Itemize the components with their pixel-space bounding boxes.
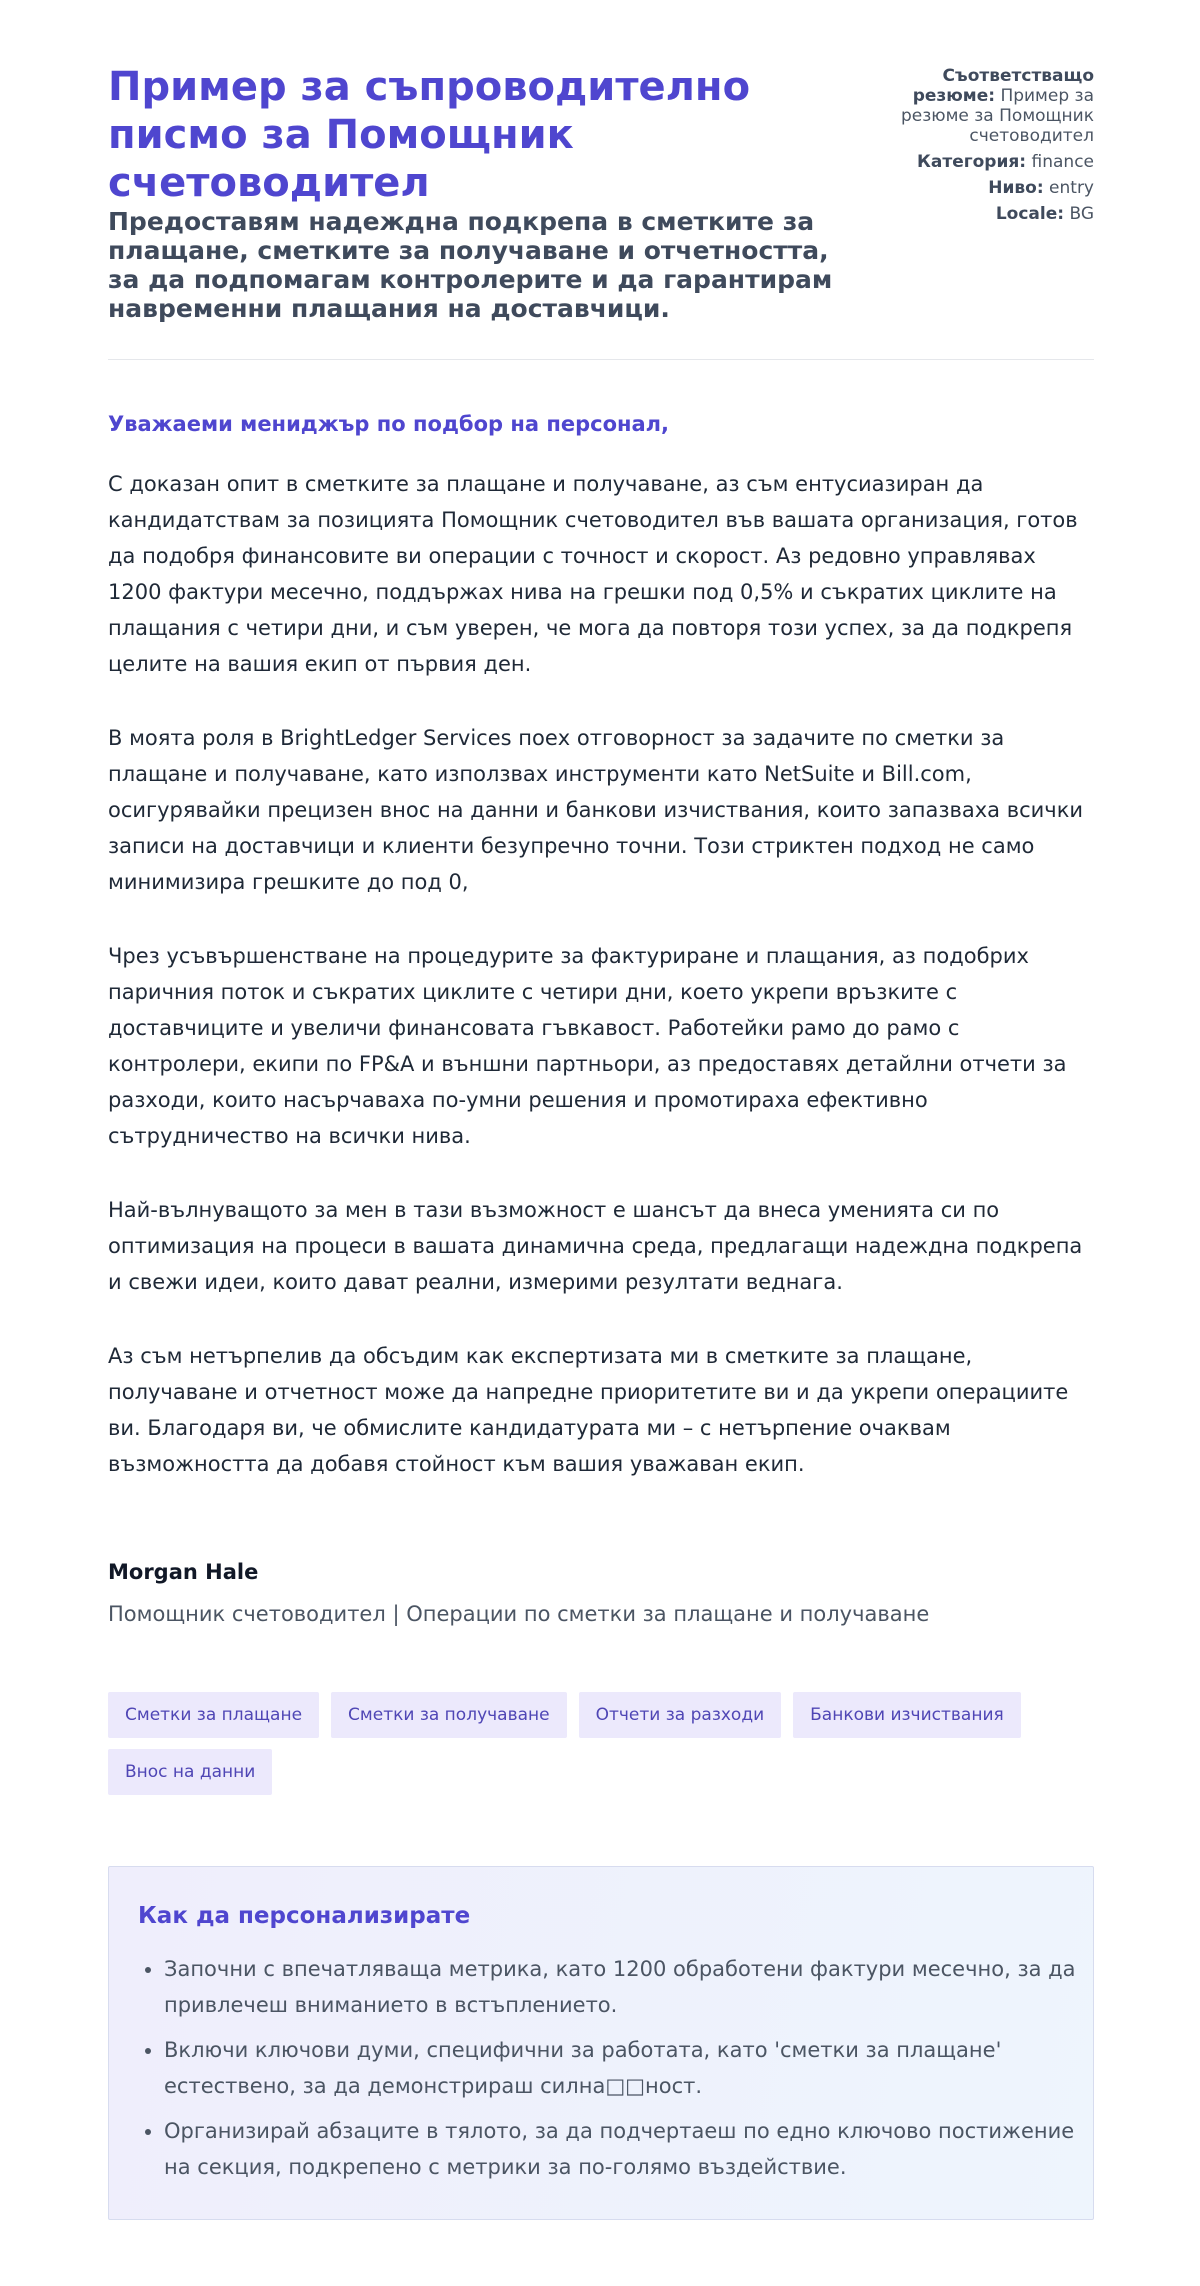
skill-tag[interactable]: Внос на данни [108, 1749, 272, 1795]
meta-matching-resume [884, 66, 1094, 146]
meta-panel [884, 66, 1094, 230]
meta-key: Категория: [917, 152, 1027, 172]
letter-body [108, 466, 1094, 1520]
page-subtitle: Предоставям надеждна подкрепа в сметките за плащане, сметките за получаване и отчетността, за да подпомагам контролерите и да гарантирам навременни плащания на доставчици. [108, 207, 833, 323]
tips-item: • Организирай абзаците в тялото, за да подчертаеш по едно ключово постижение на секция, подкрепено с метрики за по-голямо въздействие. [164, 2113, 1094, 2185]
signature-role: Помощник счетоводител | Операции по сметки за плащане и получаване [108, 1602, 930, 1626]
letter-paragraph: В моята роля в BrightLedger Services поех отговорност за задачите по сметки за плащане и получаване, като използвах инструменти като NetSuite и Bill.com, осигурявайки прецизен внос на данни и банкови изчиствания, които запазваха всички записи на доставчици и клиенти безупречно точни. Този стриктен подход не само минимизира грешките до под 0, [108, 726, 1084, 894]
meta-value: finance [1031, 152, 1094, 172]
meta-key: Locale: [995, 204, 1065, 224]
letter-paragraph: Най-вълнуващото за мен в тази възможност е шансът да внеса уменията си по оптимизация на процеси в вашата динамична среда, предлагащи надеждна подкрепа и свежи идеи, които дават реални, измерими резултати веднага. [108, 1198, 1083, 1294]
tips-item: • Започни с впечатляваща метрика, като 1200 обработени фактури месечно, за да привлечеш вниманието в встъплението. [164, 1951, 1094, 2023]
cover-letter-page [108, 0, 1094, 2179]
meta-value: BG [1069, 204, 1094, 224]
meta-key: Съответстващо резюме: [912, 66, 1094, 106]
page-title: Пример за съпроводително писмо за Помощник счетоводител [108, 64, 751, 206]
meta-value: Пример за резюме за Помощник счетоводител [900, 86, 1094, 146]
page-header [108, 0, 1094, 360]
tips-list [138, 1951, 1094, 2194]
letter-greeting: Уважаеми мениджър по подбор на персонал, [108, 412, 670, 436]
letter-paragraph: Аз съм нетърпелив да обсъдим как експертизата ми в сметките за плащане, получаване и отчетност може да напредне приоритетите ви и да укрепи операциите ви. Благодаря ви, че обмислите кандидатурата ми – с нетърпение очаквам възможността да добавя стойност към вашия уважаван екип. [108, 1344, 1069, 1476]
tips-item: • Включи ключови думи, специфични за работата, като 'сметки за плащане' естествено, за да демонстрираш силна□□ност. [164, 2032, 1094, 2104]
meta-locale [884, 204, 1094, 224]
skill-tags [108, 1692, 1094, 1795]
skill-tag[interactable]: Отчети за разходи [579, 1692, 782, 1738]
customization-tips-box [108, 1866, 1094, 2220]
skill-tag[interactable]: Банкови изчиствания [793, 1692, 1021, 1738]
letter-paragraph: С доказан опит в сметките за плащане и получаване, аз съм ентусиазиран да кандидатствам за позицията Помощник счетоводител във вашата организация, готов да подобря финансовите ви операции с точност и скорост. Аз редовно управлявах 1200 фактури месечно, поддържах нива на грешки под 0,5% и съкратих циклите на плащания с четири дни, и съм уверен, че мога да повторя този успех, за да подкрепя целите на вашия екип от първия ден. [108, 472, 1078, 676]
meta-category [884, 152, 1094, 172]
header-divider [108, 359, 1094, 360]
tips-title: Как да персонализирате [138, 1903, 471, 1929]
meta-key: Ниво: [988, 178, 1044, 198]
signature-name: Morgan Hale [108, 1560, 259, 1584]
meta-level [884, 178, 1094, 198]
skill-tag[interactable]: Сметки за получаване [331, 1692, 567, 1738]
letter-paragraph: Чрез усъвършенстване на процедурите за фактуриране и плащания, аз подобрих паричния поток и съкратих циклите с четири дни, което укрепи връзките с доставчиците и увеличи финансовата гъвкавост. Работейки рамо до рамо с контролери, екипи по FP&A и външни партньори, аз предоставях детайлни отчети за разходи, които насърчаваха по-умни решения и промотираха ефективно сътрудничество на всички нива. [108, 944, 1067, 1148]
meta-value: entry [1049, 178, 1094, 198]
skill-tag[interactable]: Сметки за плащане [108, 1692, 319, 1738]
